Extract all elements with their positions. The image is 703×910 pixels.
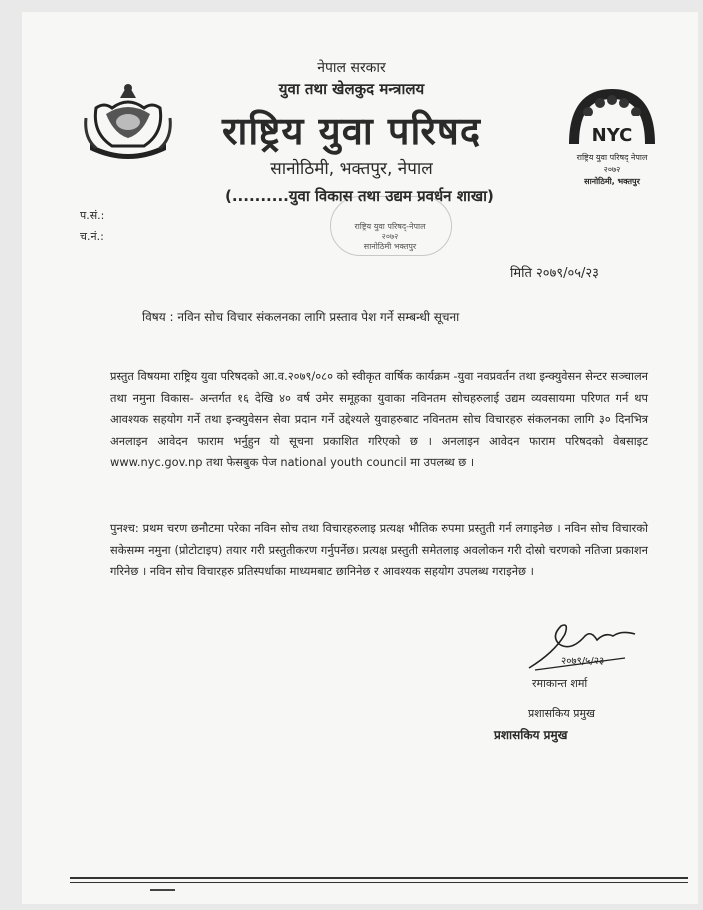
handwritten-signature [525,612,645,674]
footer-rule [70,877,688,879]
signatory-stamp: प्रशासकिय प्रमुख [494,728,568,742]
nyc-logo-text: NYC [591,125,633,146]
footer-mark [150,889,175,891]
body-paragraph-1: प्रस्तुत विषयमा राष्ट्रिय युवा परिषदको आ.व.२०७९/०८० को स्वीकृत वार्षिक कार्यक्रम -युवा नवप्रवर्तन तथा इन्क्युवेसन सेन्टर सञ्चालन तथा नमुना विकास- अन्तर्गत १६ देखि ४० वर्ष उमेर समूहका युवाका नविनतम सोचहरुलाई उद्यम व्यवसायमा परिणत गर्न थप आवश्यक सहयोग गर्ने तथा इन्क्युवेसन सेवा प्रदान गर्ने उद्देश्यले युवाहरुबाट नविनतम सोच विचारहरु संकलनका लागि ३० दिनभित्र अनलाइन आवेदन फाराम भर्नुहुन यो सूचना प्रकाशित गरिएको छ । अनलाइन आवेदन फाराम परिषदको वेबसाइट www.nyc.gov.np तथा फेसबुक पेज national youth council मा उपलब्ध छ । [110,369,648,470]
logo-caption-line3: सानोठिमी, भक्तपुर [584,177,640,186]
council-address: सानोठिमी, भक्तपुर, नेपाल [270,159,433,179]
footer-rule-thin [70,882,688,883]
letter-date: मिति २०७९/०५/२३ [510,266,599,281]
body-paragraph-2: पुनश्च: प्रथम चरण छनौटमा परेका नविन सोच तथा विचारहरुलाइ प्रत्यक्ष भौतिक रुपमा प्रस्तुती गर्न लगाइनेछ । नविन सोच विचारको सकेसम्म नमुना (प्रोटोटाइप) तयार गरी प्रस्तुतीकरण गर्नुपर्नेछ। प्रत्यक्ष प्रस्तुती समेतलाइ अवलोकन गरी दोस्रो चरणको नतिजा प्रकाशन गरिनेछ । नविन सोच विचारहरु प्रतिस्पर्धाका माध्यमबाट छानिनेछ र आवश्यक सहयोग उपलब्ध गराइनेछ । [110,521,648,579]
logo-caption-line1: राष्ट्रिय युवा परिषद् नेपाल [576,153,648,162]
seal-line3: सानोठिमी भक्तपुर [363,242,417,251]
dispatch-number-label: च.नं.: [80,230,104,243]
signatory-title: प्रशासकिय प्रमुख [528,707,596,720]
seal-line2: २०७२ [381,232,399,241]
council-name: राष्ट्रिय युवा परिषद [221,109,482,153]
signatory-name: रमाकान्त शर्मा [532,677,588,690]
signature-date: २०७९/५/२३ [561,656,605,667]
ministry-name: युवा तथा खेलकुद मन्त्रालय [278,80,425,98]
office-seal-text [330,222,450,252]
logo-caption-line2: २०७२ [603,165,621,174]
government-name: नेपाल सरकार [317,60,386,76]
reference-number-label: प.सं.: [80,209,105,222]
branch-name: (..........युवा विकास तथा उद्यम प्रवर्धन शाखा) [225,187,494,205]
letter-subject: विषय : नविन सोच विचार संकलनका लागि प्रस्ताव पेश गर्ने सम्बन्धी सूचना [142,310,460,324]
seal-line1: राष्ट्रिय युवा परिषद्-नेपाल [354,222,426,231]
